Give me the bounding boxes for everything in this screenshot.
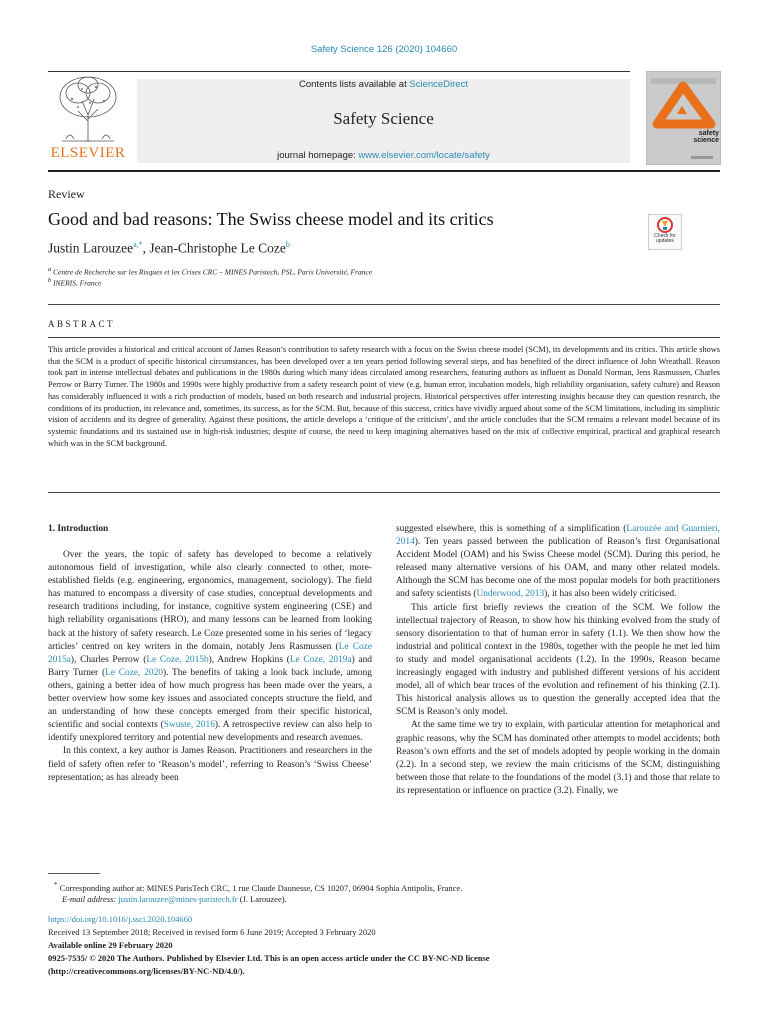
check-for-updates-badge[interactable]: [648, 214, 682, 250]
paragraph-text: ), it has also been widely criticised.: [544, 589, 677, 600]
reference-link[interactable]: Le Coze 2015a: [48, 641, 372, 665]
author-list: [48, 240, 290, 257]
email-link[interactable]: justin.larouzee@mines-paristech.fr: [118, 894, 238, 904]
license-link[interactable]: (http://creativecommons.org/licenses/BY-NC-ND/4.0/).: [48, 966, 245, 976]
paragraph: In this context, a key author is James Reason. Practitioners and researchers in the field of safety often refer to ‘Reason’s model’, referring to Reason’s ‘Swiss Cheese’ representation; as has already been: [48, 746, 372, 783]
reference-link[interactable]: Le Coze, 2020: [105, 667, 163, 678]
reference-link[interactable]: Le Coze, 2019a: [289, 654, 352, 665]
paragraph-text: suggested elsewhere, this is something of a simplification (: [396, 524, 627, 534]
copyright-notice: 0925-7535/ © 2020 The Authors. Published by Elsevier Ltd. This is an open access article under the CC BY-NC-ND license: [48, 953, 490, 963]
paragraph-text: ). Ten years passed between the publication of Reason’s first Organisational Accident Model (OAM) and his Swiss Cheese model (SCM). During this period, he released many alternative versions of his OAM, and many other related models. Although the SCM has become one of the most popular models for both practitioners and safety scientists (: [396, 537, 720, 600]
check-updates-icon: [657, 217, 673, 233]
journal-title: Safety Science: [333, 109, 434, 128]
elsevier-wordmark: ELSEVIER: [50, 145, 126, 161]
author-affiliation-sup[interactable]: b: [285, 240, 290, 249]
affiliation-text: Centre de Recherche sur les Risques et les Crises CRC – MINES Paristech, PSL, Paris Université, France: [53, 267, 373, 277]
author-name[interactable]: Jean-Christophe Le Coze: [149, 240, 286, 256]
author-separator: ,: [142, 240, 150, 256]
reference-link[interactable]: Le Coze, 2015b: [146, 654, 209, 665]
homepage-line: [137, 150, 630, 161]
paragraph-text: ) and Barry Turner (: [48, 654, 372, 678]
email-label: E-mail address:: [62, 894, 119, 904]
body-column-left: [48, 549, 372, 785]
tree-icon: [52, 73, 124, 143]
paragraph-text: ). The benefits of taking a look back include, among others, gaining a better idea of how much progress has been made over the years, a better overview how some key issues and associated concepts structure the field, and an understanding of how these concepts emerged from their specific historical, scientific and social contexts (: [48, 667, 372, 731]
affiliation-marker: a: [48, 266, 52, 273]
paragraph-text: Over the years, the topic of safety has developed to become a relatively autonomous field of investigation, while also clearly connected to other, more-established fields (e.g. engineering, ergonomics, management, sociology). The field has matured to encompass a diversity of case studies, conceptual developments and research traditions including, for instance, cognitive system engineering (CSE) and high reliability organisations (HRO), and many lessons can be learned from looking back at the history of safety research. Le Coze presented some in his series of ‘legacy articles’ centred on key writers in the domain, notably Jens Rasmussen (: [48, 550, 372, 652]
sciencedirect-link[interactable]: ScienceDirect: [409, 79, 468, 90]
paragraph: This article first briefly reviews the creation of the SCM. We follow the intellectual trajectory of Reason, to show how his thinking evolved from the study of sensory disorientation to that of human error in safety (1.1). We then show how the industrial and political context in the 1980s, together with the people he met led him to study and model organisational accidents (1.2). In the 1990s, Reason became increasingly engaged with industry and published different versions of his accident model, all of which bear traces of the evolution and refinement of his thinking (2.1). This historical analysis allows us to question the generally accepted idea that the SCM is Reason’s only model.: [396, 602, 720, 718]
affiliation-a: [48, 266, 372, 277]
received-dates: Received 13 September 2018; Received in revised form 6 June 2019; Accepted 3 February 2020: [48, 927, 376, 937]
abstract-bottom-rule: [48, 492, 720, 493]
affiliation-b: [48, 277, 101, 288]
paragraph-text: ). A retrospective review can also help to identify unexplored territory and potential new developments and research avenues.: [48, 720, 372, 744]
paragraph-text: ), Charles Perrow (: [70, 654, 147, 665]
reference-link[interactable]: Underwood, 2013: [476, 589, 545, 600]
homepage-prefix: journal homepage:: [277, 150, 359, 161]
abstract-heading: ABSTRACT: [48, 319, 116, 329]
footnote-rule: [48, 873, 100, 874]
article-title: Good and bad reasons: The Swiss cheese model and its critics: [48, 209, 494, 229]
check-updates-label: Check for updates: [654, 233, 676, 244]
corresponding-author-note: [54, 881, 462, 893]
email-suffix: (J. Larouzee).: [237, 894, 287, 904]
homepage-link[interactable]: www.elsevier.com/locate/safety: [358, 150, 490, 161]
header-top-rule: [48, 71, 630, 72]
article-type: Review: [48, 187, 85, 201]
paragraph: At the same time we try to explain, with particular attention for metaphorical and graphic reasons, why the SCM has dominated other attempts to model accidents; both Reason’s own efforts and the set of models adopted by people working in the domain (2.2). In a second step, we review the main criticisms of the SCM, distinguishing between those that relate to the foundations of the model (3.1) and those that relate to its representation or influence on practice (3.2). Finally, we: [396, 720, 720, 796]
contents-line: [137, 79, 630, 90]
header-bottom-rule: [48, 170, 720, 172]
elsevier-logo[interactable]: [48, 73, 128, 163]
doi-link[interactable]: https://doi.org/10.1016/j.ssci.2020.104660: [48, 914, 193, 924]
available-online-date: Available online 29 February 2020: [48, 940, 173, 950]
author-name[interactable]: Justin Larouzee: [48, 240, 134, 256]
journal-citation[interactable]: Safety Science 126 (2020) 104660: [310, 44, 458, 55]
email-note: [62, 894, 287, 904]
reference-link[interactable]: Larouzée and Guarnieri, 2014: [396, 524, 720, 548]
cover-graphic-icon: [647, 72, 720, 164]
abstract-top-rule: [48, 304, 720, 305]
section-heading: 1. Introduction: [48, 524, 109, 534]
cover-line-2: science: [693, 137, 719, 144]
contents-prefix: Contents lists available at: [299, 79, 410, 90]
paragraph-text: ), Andrew Hopkins (: [208, 654, 290, 665]
reference-link[interactable]: Swuste, 2016: [163, 720, 215, 731]
abstract-text: This article provides a historical and critical account of James Reason’s contribution to safety research with a focus on the Swiss cheese model (SCM), its developments and its critics. This article shows that the SCM is a product of specific historical circumstances, has been developed over a ten years period following several steps, and has benefited of the direct influence of John Wreathall. Reason took part in intense intellectual debates and publications in the 1980s during which many ideas circulated among researchers, featuring authors as influent as Donald Norman, Jens Rasmussen, Charles Perrow or Barry Turner. The 1980s and 1990s were highly productive from a safety research point of view (e.g. human error, incubation models, high reliability organisation, safety culture) and Reason has considerably influenced it with a rich production of models, based on both research and industrial projects. Historical perspectives offer interesting insights because they can question research, the conditions of its production, its relevance and, sometimes, its success, as for the SCM. But, because of this success, critics have vividly argued about some of the SCM limitations, including its simplistic vision of accidents and its degree of generality. Against these positions, the article develops a ‘critique of the criticism’, and the article concludes that the SCM remains a relevant model because of its systemic foundations and its sustained use in high-risk industries; despite of course, the need to keep imagining alternatives based on the mix of collective empirical, practical and graphical research which was in the SCM background.: [48, 345, 720, 448]
journal-header-box: [137, 79, 630, 163]
paragraph: [48, 549, 372, 745]
cover-title: [671, 130, 719, 144]
affiliation-marker: b: [48, 277, 52, 284]
body-column-right: [396, 523, 720, 798]
author-affiliation-sup[interactable]: a,*: [133, 240, 143, 249]
journal-cover-image[interactable]: [646, 71, 721, 165]
affiliation-text: INERIS, France: [53, 278, 102, 288]
cover-line-1: safety: [698, 130, 719, 137]
abstract-mid-rule: [48, 337, 720, 338]
paragraph: [396, 523, 720, 602]
footnote-marker: *: [54, 881, 58, 889]
footnote-text: Corresponding author at: MINES ParisTech CRC, 1 rue Claude Daunesse, CS 10207, 06904 Sophia Antipolis, France.: [57, 882, 463, 893]
